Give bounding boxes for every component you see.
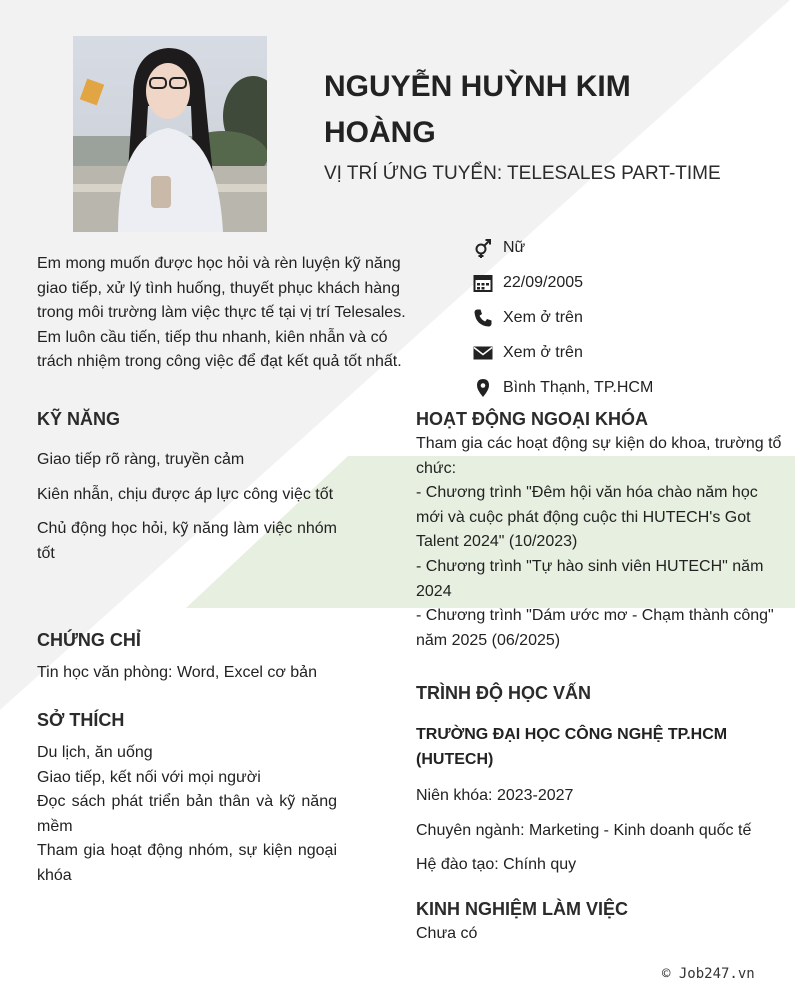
contact-birthdate	[472, 265, 792, 300]
hobby-item: Du lịch, ăn uống	[37, 744, 153, 761]
skills-section	[37, 409, 337, 576]
activity-item: - Chương trình "Đêm hội văn hóa chào năm học mới và cuộc phát động cuộc thi HUTECH's Got Talent 2024" (10/2023)	[416, 484, 758, 551]
activities-title: HOẠT ĐỘNG NGOẠI KHÓA	[416, 409, 648, 429]
hobbies-section	[37, 710, 337, 889]
gender-value: Nữ	[503, 238, 526, 256]
contact-info	[472, 230, 792, 405]
location-pin-icon	[472, 377, 494, 399]
email-icon	[472, 342, 494, 364]
watermark: © Job247.vn	[662, 966, 755, 982]
career-objective: Em mong muốn được học hỏi và rèn luyện kỹ năng giao tiếp, xử lý tình huống, thuyết phục khách hàng trong môi trường làm việc thực tế tại vị trí Telesales. Em luôn cầu tiến, tiếp thu nhanh, kiên nhẫn và có trách nhiệm trong công việc để đạt kết quả tốt nhất.	[37, 255, 406, 371]
education-title: TRÌNH ĐỘ HỌC VẤN	[416, 683, 591, 703]
hobby-item: Giao tiếp, kết nối với mọi người	[37, 768, 261, 786]
experience-content: Chưa có	[416, 925, 478, 942]
experience-title: KINH NGHIỆM LÀM VIỆC	[416, 899, 629, 919]
contact-gender	[472, 230, 792, 265]
phone-value: Xem ở trên	[503, 308, 583, 326]
education-section	[416, 683, 796, 888]
certificate-item: Tin học văn phòng: Word, Excel cơ bản	[37, 664, 317, 681]
birthdate-value: 22/09/2005	[503, 273, 584, 291]
skills-title: KỸ NĂNG	[37, 409, 121, 429]
education-period: Niên khóa: 2023-2027	[416, 787, 574, 804]
gender-icon	[472, 237, 494, 259]
school-name: TRƯỜNG ĐẠI HỌC CÔNG NGHỆ TP.HCM (HUTECH)	[416, 726, 728, 768]
contact-email	[472, 335, 792, 370]
hobbies-title: SỞ THÍCH	[37, 710, 125, 730]
certificates-section	[37, 630, 357, 686]
education-mode: Hệ đào tạo: Chính quy	[416, 856, 577, 873]
activity-item: - Chương trình "Tự hào sinh viên HUTECH" năm 2024	[416, 557, 764, 600]
calendar-icon	[472, 272, 494, 294]
email-value: Xem ở trên	[503, 343, 583, 361]
activity-item: Tham gia các hoạt động sự kiện do khoa, trường tổ chức:	[416, 435, 782, 477]
hobby-item: Đọc sách phát triển bản thân và kỹ năng mềm	[37, 793, 337, 835]
contact-address	[472, 370, 792, 405]
hobby-item: Tham gia hoạt động nhóm, sự kiện ngoại khóa	[37, 842, 337, 884]
education-major: Chuyên ngành: Marketing - Kinh doanh quốc tế	[416, 821, 752, 839]
activity-item: - Chương trình "Dám ước mơ - Chạm thành công" năm 2025 (06/2025)	[416, 607, 774, 649]
skill-item: Giao tiếp rõ ràng, truyền cảm	[37, 451, 245, 468]
candidate-name: NGUYỄN HUỲNH KIM HOÀNG	[324, 70, 631, 149]
certificates-title: CHỨNG CHỈ	[37, 630, 141, 650]
skill-item: Kiên nhẫn, chịu được áp lực công việc tốt	[37, 485, 334, 503]
profile-photo	[73, 36, 267, 232]
applied-position: VỊ TRÍ ỨNG TUYỂN: TELESALES PART-TIME	[324, 163, 721, 184]
phone-icon	[472, 307, 494, 329]
activities-section	[416, 409, 786, 653]
address-value: Bình Thạnh, TP.HCM	[503, 378, 654, 396]
skill-item: Chủ động học hỏi, kỹ năng làm việc nhóm tốt	[37, 520, 337, 562]
contact-phone	[472, 300, 792, 335]
experience-section	[416, 899, 786, 947]
